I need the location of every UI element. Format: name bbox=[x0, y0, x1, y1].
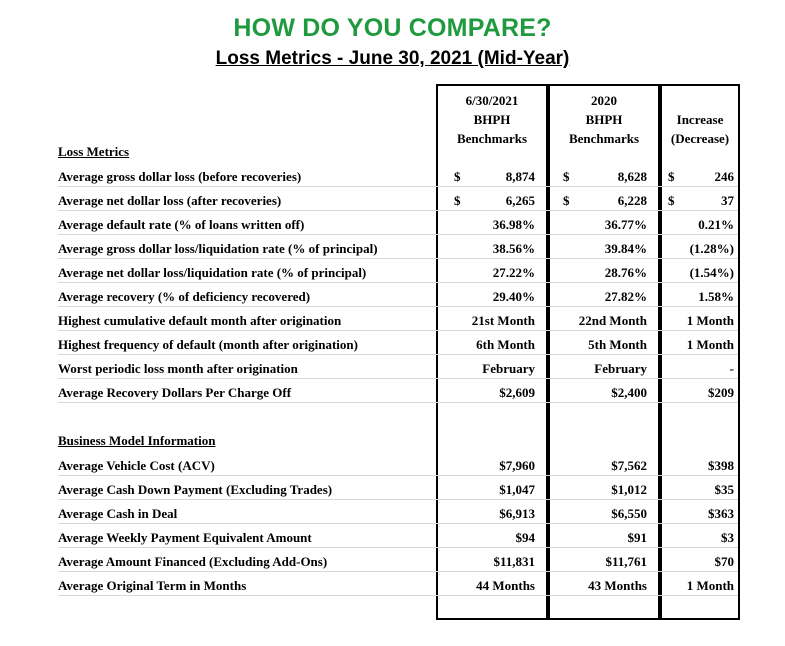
row-divider bbox=[58, 330, 738, 331]
row-divider bbox=[58, 378, 738, 379]
row-divider bbox=[58, 234, 738, 235]
value-2021: 21st Month bbox=[471, 313, 535, 328]
value-2021: $11,831 bbox=[493, 554, 535, 569]
value-2021: 6th Month bbox=[476, 337, 535, 352]
row-divider bbox=[58, 402, 738, 403]
row-divider bbox=[58, 595, 738, 596]
row-label: Average Amount Financed (Excluding Add-Ons) bbox=[58, 554, 328, 569]
value-2020: February bbox=[594, 361, 647, 376]
value-2020: 27.82% bbox=[604, 289, 647, 304]
value-2021: 8,874 bbox=[505, 169, 535, 184]
value-2021: 38.56% bbox=[492, 241, 535, 256]
value-2020: 5th Month bbox=[588, 337, 647, 352]
value-2020: 43 Months bbox=[588, 578, 647, 593]
value-change: 1.58% bbox=[698, 289, 734, 304]
value-change: 1 Month bbox=[686, 337, 734, 352]
value-2021: $2,609 bbox=[499, 385, 535, 400]
section-heading: Business Model Information bbox=[58, 433, 216, 448]
row-divider bbox=[58, 475, 738, 476]
row-divider bbox=[58, 186, 738, 187]
row-label: Worst periodic loss month after origination bbox=[58, 361, 298, 376]
row-label: Average recovery (% of deficiency recovered) bbox=[58, 289, 311, 304]
row-label: Average Cash Down Payment (Excluding Trades) bbox=[58, 482, 333, 497]
row-label: Highest cumulative default month after origination bbox=[58, 313, 342, 328]
column-header-2021: 6/30/2021 BHPH Benchmarks bbox=[456, 93, 528, 146]
section-heading: Loss Metrics bbox=[58, 144, 130, 159]
dollar-sign-2020: $ bbox=[563, 169, 570, 184]
value-change: (1.28%) bbox=[689, 241, 734, 256]
value-change: $363 bbox=[708, 506, 734, 521]
value-2021: $6,913 bbox=[499, 506, 535, 521]
value-change: 0.21% bbox=[698, 217, 734, 232]
value-change: - bbox=[729, 361, 734, 376]
value-change: 37 bbox=[721, 193, 734, 208]
value-2020: $11,761 bbox=[605, 554, 647, 569]
page-subtitle: Loss Metrics - June 30, 2021 (Mid-Year) bbox=[215, 48, 570, 69]
value-2020: 28.76% bbox=[604, 265, 647, 280]
dollar-sign-2021: $ bbox=[454, 169, 461, 184]
column-header-change: Increase (Decrease) bbox=[670, 112, 730, 146]
row-label: Average gross dollar loss/liquidation rate (% of principal) bbox=[58, 241, 378, 256]
value-2020: $6,550 bbox=[611, 506, 647, 521]
value-2020: $1,012 bbox=[611, 482, 647, 497]
row-divider bbox=[58, 306, 738, 307]
value-change: $3 bbox=[721, 530, 734, 545]
value-2020: $7,562 bbox=[611, 458, 647, 473]
value-2021: $1,047 bbox=[499, 482, 535, 497]
value-2020: 6,228 bbox=[617, 193, 647, 208]
row-divider bbox=[58, 523, 738, 524]
value-2020: 8,628 bbox=[617, 169, 647, 184]
column-header-2020: 2020 BHPH Benchmarks bbox=[568, 93, 640, 146]
row-label: Average gross dollar loss (before recoveries) bbox=[58, 169, 302, 184]
row-label: Average Recovery Dollars Per Charge Off bbox=[58, 385, 292, 400]
dollar-sign-change: $ bbox=[668, 169, 675, 184]
value-2021: $94 bbox=[515, 530, 535, 545]
value-2020: 22nd Month bbox=[578, 313, 647, 328]
value-change: $209 bbox=[708, 385, 734, 400]
value-change: $35 bbox=[714, 482, 734, 497]
row-divider bbox=[58, 282, 738, 283]
row-divider bbox=[58, 354, 738, 355]
value-2020: $2,400 bbox=[611, 385, 647, 400]
value-2021: 27.22% bbox=[492, 265, 535, 280]
dollar-sign-2020: $ bbox=[563, 193, 570, 208]
row-divider bbox=[58, 499, 738, 500]
value-2021: February bbox=[482, 361, 535, 376]
value-change: 246 bbox=[714, 169, 734, 184]
value-2021: $7,960 bbox=[499, 458, 535, 473]
value-change: (1.54%) bbox=[689, 265, 734, 280]
dollar-sign-change: $ bbox=[668, 193, 675, 208]
dollar-sign-2021: $ bbox=[454, 193, 461, 208]
value-change: $398 bbox=[708, 458, 734, 473]
value-change: 1 Month bbox=[686, 313, 734, 328]
value-change: 1 Month bbox=[686, 578, 734, 593]
value-2021: 36.98% bbox=[492, 217, 535, 232]
row-label: Average Weekly Payment Equivalent Amount bbox=[58, 530, 312, 545]
row-label: Average default rate (% of loans written off) bbox=[58, 217, 305, 232]
row-label: Average Cash in Deal bbox=[58, 506, 178, 521]
value-2021: 29.40% bbox=[492, 289, 535, 304]
row-label: Highest frequency of default (month after origination) bbox=[58, 337, 358, 352]
row-divider bbox=[58, 547, 738, 548]
value-2020: $91 bbox=[627, 530, 647, 545]
value-change: $70 bbox=[714, 554, 734, 569]
row-label: Average Vehicle Cost (ACV) bbox=[58, 458, 215, 473]
row-label: Average net dollar loss (after recoveries) bbox=[58, 193, 282, 208]
row-divider bbox=[58, 571, 738, 572]
row-divider bbox=[58, 258, 738, 259]
value-2021: 44 Months bbox=[476, 578, 535, 593]
value-2020: 39.84% bbox=[604, 241, 647, 256]
value-2020: 36.77% bbox=[604, 217, 647, 232]
row-label: Average net dollar loss/liquidation rate (% of principal) bbox=[58, 265, 367, 280]
page-title: HOW DO YOU COMPARE? bbox=[233, 14, 552, 42]
value-2021: 6,265 bbox=[505, 193, 535, 208]
row-divider bbox=[58, 210, 738, 211]
row-label: Average Original Term in Months bbox=[58, 578, 247, 593]
